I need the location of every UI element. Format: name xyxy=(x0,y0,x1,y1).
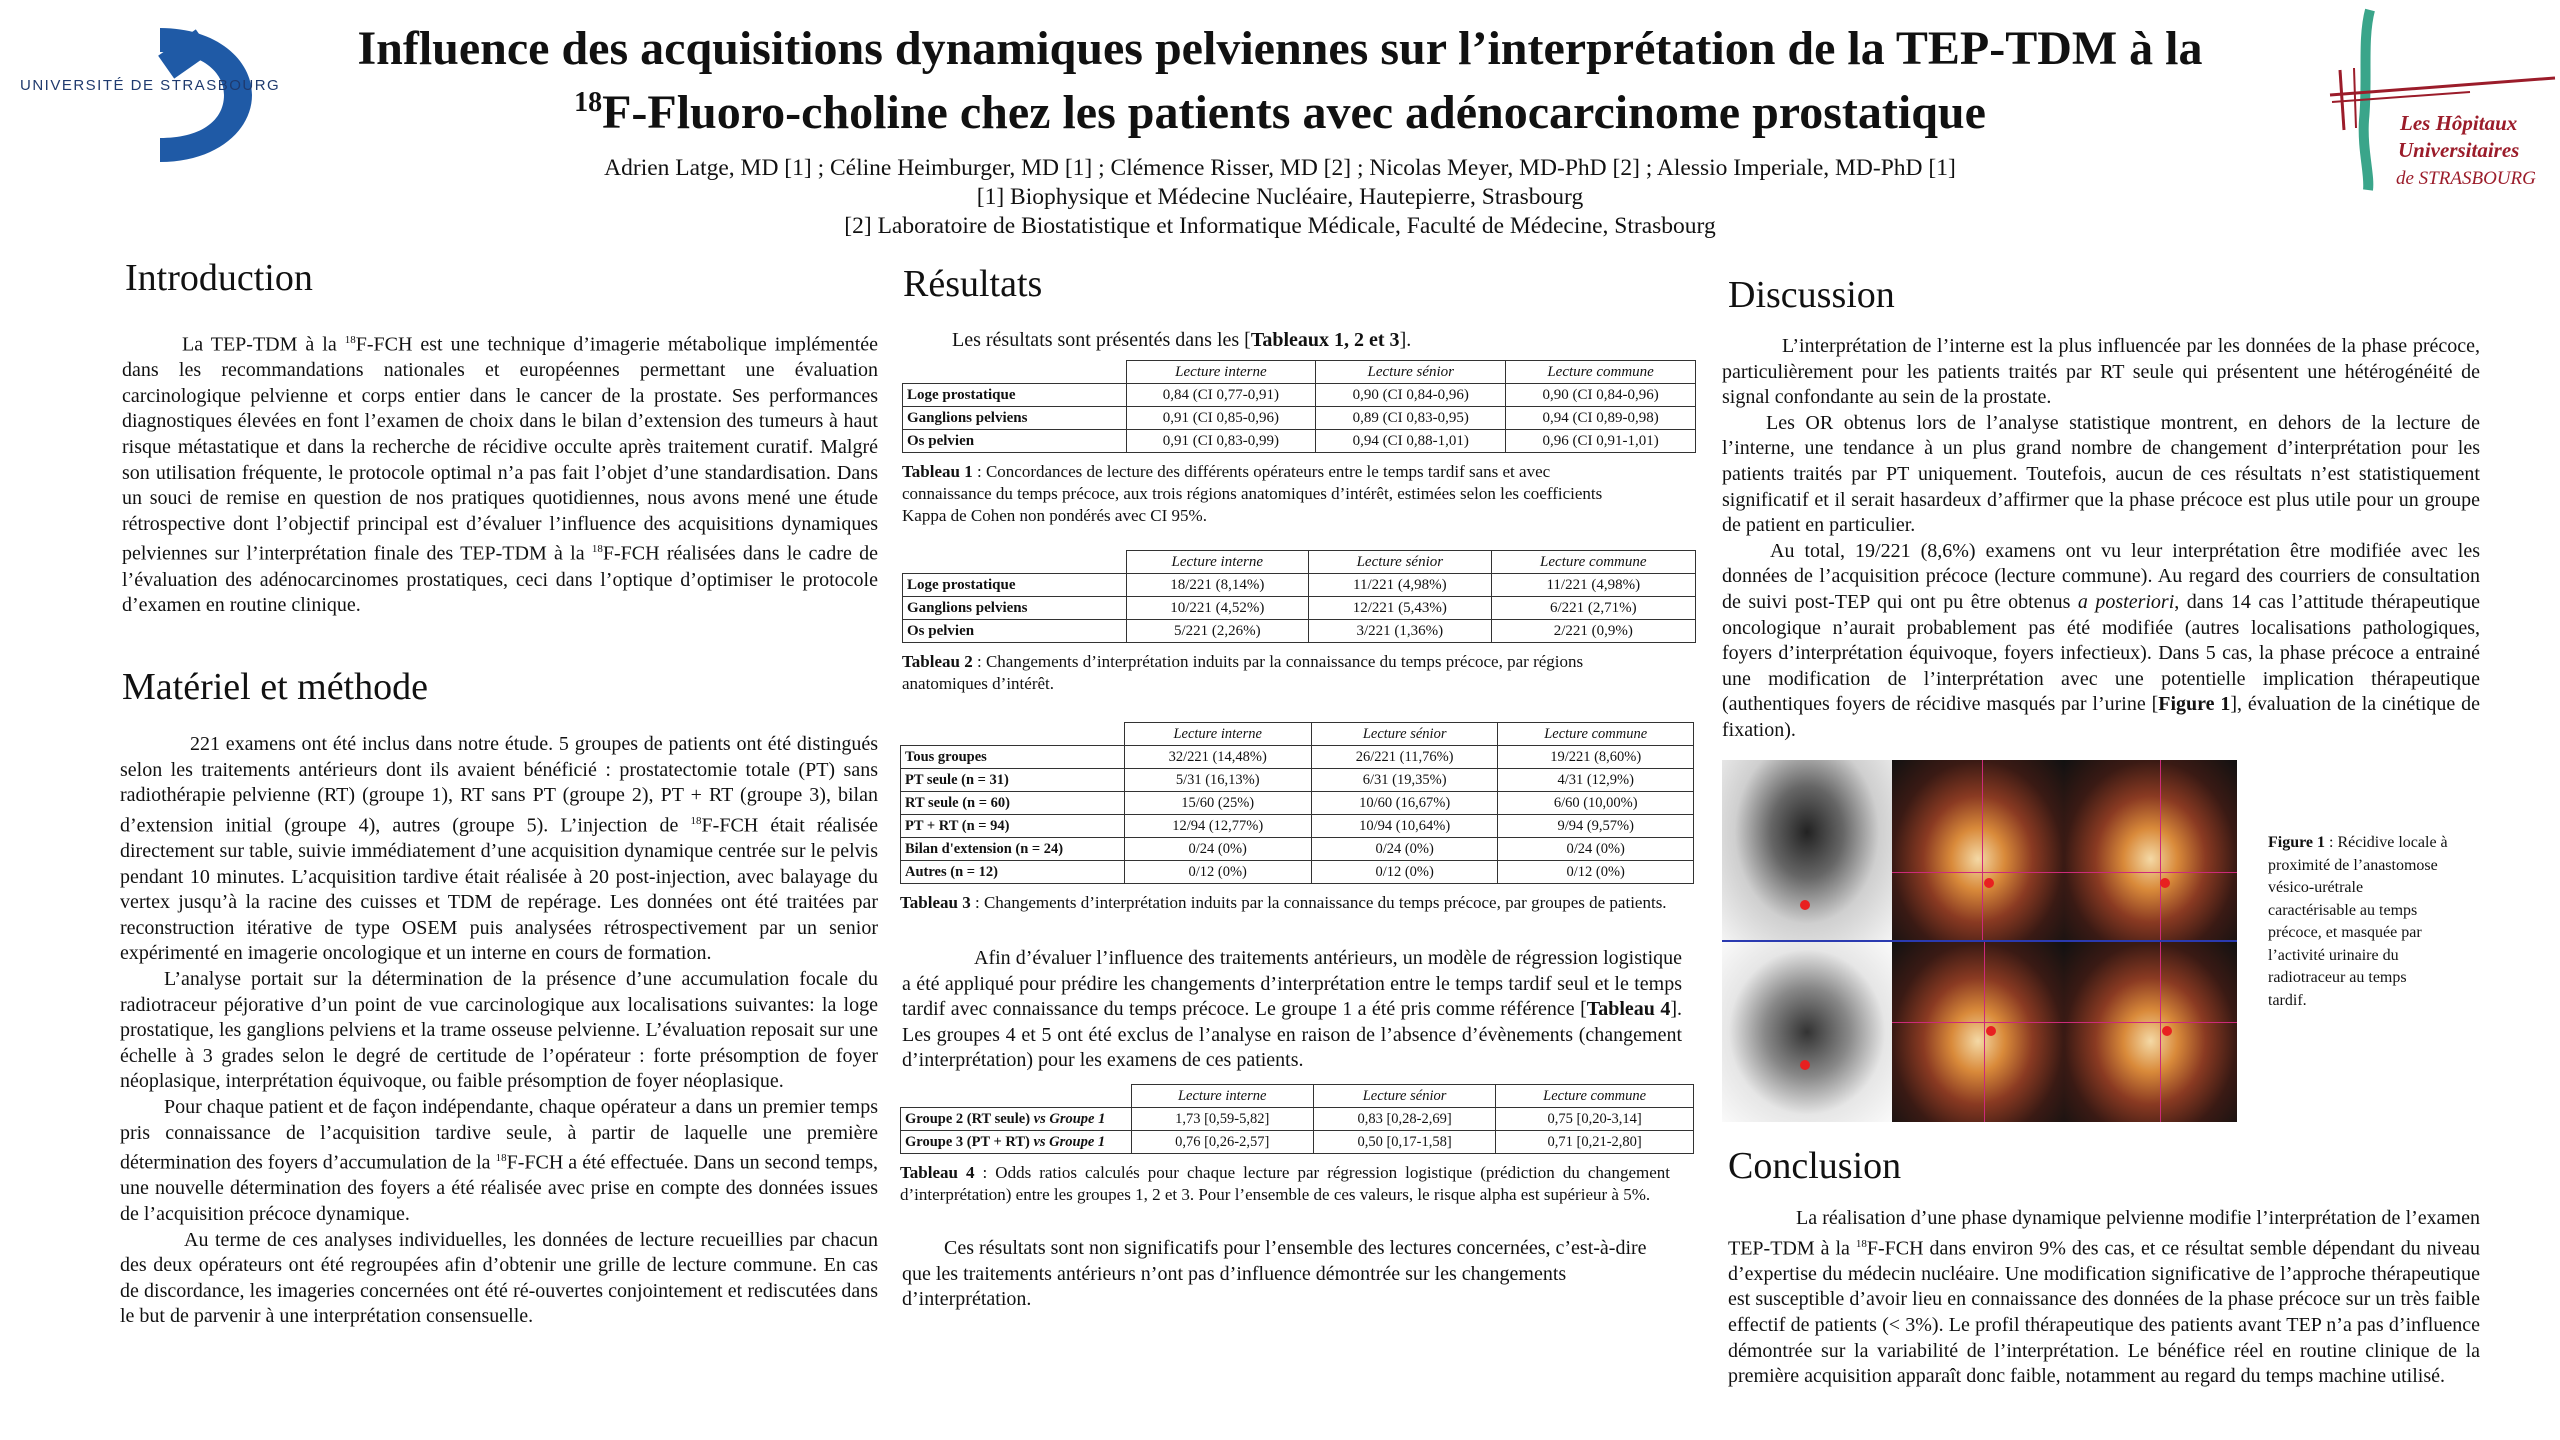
col-header: Lecture commune xyxy=(1491,551,1695,574)
table-row: Groupe 3 (PT + RT) vs Groupe 1 0,76 [0,26-2,57] 0,50 [0,17-1,58] 0,71 [0,21-2,80] xyxy=(901,1131,1694,1154)
table-3-caption: Tableau 3 : Changements d’interprétation induits par la connaissance du temps précoce, par groupes de patients. xyxy=(900,893,1667,912)
col-header: Lecture sénior xyxy=(1311,723,1497,746)
table-row: Bilan d'extension (n = 24) 0/24 (0%) 0/24 (0%) 0/24 (0%) xyxy=(901,838,1694,861)
methods-text: 221 examens ont été inclus dans notre étude. 5 groupes de patients ont été distingués selon les traitements antérieurs dont ils avaient bénéficié : prostatectomie totale (PT) sans radiothérapie pelvienne (RT) (groupe 1), RT sans PT (groupe 2), PT + RT (groupe 3), bilan d’extension initial (groupe 4), autres (groupe 5). L’injection de $^{18}$F-FCH était réalisée directement sur table, suivie immédiatement d’une acquisition dynamique centrée sur le pelvis pendant 10 minutes. L’acquisition tardive était réalisée à 20 post-injection, avec balayage du vertex jusqu’à la racine des cuisses et TDM de repérage. Les données ont été traitées par reconstruction itérative de type OSEM puis analysées rétrospectivement par un senior expérimenté en imagerie oncologique et un interne en cours de formation. L’analyse portait sur la détermination de la présence d’une accumulation focale du radiotraceur péjorative d’un point de vue carcinologique aux localisations suivantes: la loge prostatique, les ganglions pelviens et la trame osseuse pelvienne. L’évaluation reposait sur une échelle à 3 grades selon le degré de certitude de l’opérateur : forte présomption de foyer néoplasique, interprétation équivoque, ou faible présomption de foyer néoplasique. Pour chaque patient et de façon indépendante, chaque opérateur a dans un premier temps pris connaissance de l’acquisition tardive seule, à partir de laquelle une première détermination des foyers d’accumulation de la $^{18}$F-FCH a été effectuée. Dans un second temps, une nouvelle détermination des foyers a été réalisée avec prise en compte des données issues de l’acquisition précoce dynamique. Au terme de ces analyses individuelles, les données de lecture recueillies par chacun des deux opérateurs ont été regroupées afin d’obtenir une grille de lecture commune. En cas de discordance, les imageries concernées ont été ré-ouvertes conjointement et rediscutées dans le but de parvenir à une interprétation consensuelle. xyxy=(120,733,878,1328)
hospital-logo-line2: Universitaires xyxy=(2398,138,2520,162)
authors-block xyxy=(300,154,2260,241)
table-row: PT + RT (n = 94) 12/94 (12,77%) 10/94 (10,64%) 9/94 (9,57%) xyxy=(901,815,1694,838)
col-header: Lecture commune xyxy=(1506,361,1696,384)
poster-title xyxy=(300,22,2260,140)
introduction-text: La TEP-TDM à la $^{18}$F-FCH est une technique d’imagerie métabolique implémentée dans les recommandations nationales et européennes permettant une évaluation carcinologique pelvienne et corps entier dans le cancer de la prostate. Ses performances diagnostiques élevées en font l’examen de choix dans le bilan d’extension des tumeurs à haut risque métastatique et dans la recherche de récidive occulte après traitement curatif. Malgré son utilisation fréquente, le protocole optimal n’a pas fait l’objet d’une standardisation. Dans un souci de remise en question de nos pratiques quotidiennes, nous avons mené une étude rétrospective dont l’objectif principal est d’évaluer l’influence des acquisitions dynamiques pelviennes sur l’interprétation finale des TEP-TDM à la $^{18}$F-FCH réalisées dans le cadre de l’évaluation des adénocarcinomes prostatiques, ceci dans l’optique d’optimiser le protocole d’examen en routine clinique. xyxy=(122,333,878,617)
table-1 xyxy=(902,360,1696,527)
methods-heading: Matériel et méthode xyxy=(122,666,428,708)
table-2 xyxy=(902,550,1696,695)
figure-1-caption: Figure 1 : Récidive locale à proximité de l’anastomose vésico-urétrale caractérisable au temps précoce, et masquée par l’activité urinaire du radiotraceur au temps tardif. xyxy=(2268,834,2448,1009)
authors: Adrien Latge, MD [1] ; Céline Heimburger, MD [1] ; Clémence Risser, MD [2] ; Nicolas Meyer, MD-PhD [2] ; Alessio Imperiale, MD-PhD [1] xyxy=(604,155,1956,181)
hospital-logo-line3: de STRASBOURG xyxy=(2396,168,2536,189)
table-4 xyxy=(900,1084,1694,1206)
university-logo xyxy=(12,20,312,170)
table-row: Loge prostatique 0,84 (CI 0,77-0,91) 0,90 (CI 0,84-0,96) 0,90 (CI 0,84-0,96) xyxy=(903,384,1696,407)
table-row: RT seule (n = 60) 15/60 (25%) 10/60 (16,67%) 6/60 (10,00%) xyxy=(901,792,1694,815)
figure-mip-panel xyxy=(1722,760,1892,940)
table-2-caption: Tableau 2 : Changements d’interprétation induits par la connaissance du temps précoce, par régions anatomiques d’intérêt. xyxy=(902,652,1584,693)
conclusion-text: La réalisation d’une phase dynamique pelvienne modifie l’interprétation de l’examen TEP-TDM à la $^{18}$F-FCH dans environ 9% des cas, et ce résultat semble dépendant du niveau d’expertise du médecin nucléaire. Une modification significative de l’approche thérapeutique est susceptible d’avoir lieu en connaissance des données de la phase précoce sur un très faible effectif de patients (< 3%). Le profil thérapeutique des patients avant TEP n’a pas d’influence démontrée sur la variabilité de l’interprétation. Le bénéfice réel en routine clinique de la première acquisition apparaît donc faible, notamment au regard du temps machine utilisé. xyxy=(1728,1207,2480,1388)
figure-mip-panel xyxy=(1722,942,1892,1122)
figure-pet-panel xyxy=(2064,760,2237,940)
university-logo-text: UNIVERSITÉ DE STRASBOURG xyxy=(20,77,281,94)
discussion-text: L’interprétation de l’interne est la plus influencée par les données de la phase précoce, particulièrement pour les patients traités par RT seule qui présentent une hétérogénéité de signal confondante au sein de la prostate. Les OR obtenus lors de l’analyse statistique montrent, en dehors de la lecture de l’interne, une tendance à un plus grand nombre de changement d’interprétation pour les patients traités par PT uniquement. Toutefois, aucun de ces résultats n’est statistiquement significatif et il serait hasardeux d’affirmer que la phase précoce est plus utile pour un groupe de patient en particulier. Au total, 19/221 (8,6%) examens ont vu leur interprétation être modifiée avec les données de l’acquisition précoce (lecture commune). Au regard des courriers de consultation de suivi post-TEP qui ont pu être obtenus a posteriori, dans 14 cas l’attitude thérapeutique oncologique n’aurait probablement pas été modifiée (autres localisations pathologiques, foyers d’interprétation équivoque, foyers infectieux). Dans 5 cas, la phase précoce a entrainé une modification de l’interprétation avec une potentielle implication thérapeutique (authentiques foyers de récidive masqués par l’urine [Figure 1], évaluation de la cinétique de fixation). xyxy=(1722,335,2481,741)
table-row: Os pelvien 0,91 (CI 0,83-0,99) 0,94 (CI 0,88-1,01) 0,96 (CI 0,91-1,01) xyxy=(903,430,1696,453)
figure-pet-panel xyxy=(2064,942,2237,1122)
table-row: Ganglions pelviens 10/221 (4,52%) 12/221 (5,43%) 6/221 (2,71%) xyxy=(903,597,1696,620)
affiliation-1: [1] Biophysique et Médecine Nucléaire, Hautepierre, Strasbourg xyxy=(976,184,1584,210)
table-row: PT seule (n = 31) 5/31 (16,13%) 6/31 (19,35%) 4/31 (12,9%) xyxy=(901,769,1694,792)
figure-petct-panel xyxy=(1892,942,2064,1122)
conclusion-heading: Conclusion xyxy=(1728,1145,1902,1187)
hospital-logo xyxy=(2310,0,2560,200)
table-4-caption: Tableau 4 : Odds ratios calculés pour chaque lecture par régression logistique (prédiction du changement d’interprétation) entre les groupes 1, 2 et 3. Pour l’ensemble de ces valeurs, le risque alpha est supérieur à 5%. xyxy=(900,1163,1670,1204)
table-2-grid xyxy=(902,550,1696,643)
table-row: Loge prostatique 18/221 (8,14%) 11/221 (4,98%) 11/221 (4,98%) xyxy=(903,574,1696,597)
col-header: Lecture commune xyxy=(1496,1085,1694,1108)
affiliation-2: [2] Laboratoire de Biostatistique et Informatique Médicale, Faculté de Médecine, Strasbourg xyxy=(844,213,1716,239)
col-header: Lecture interne xyxy=(1126,551,1309,574)
hospital-logo-line1: Les Hôpitaux xyxy=(2400,111,2518,135)
figure-petct-panel xyxy=(1892,760,2064,940)
table-3-grid xyxy=(900,722,1694,884)
title-line-2: $^{18}$F-Fluoro-choline chez les patients avec adénocarcinome prostatique xyxy=(574,86,1986,139)
table-4-grid xyxy=(900,1084,1694,1154)
results-intro: Les résultats sont présentés dans les [Tableaux 1, 2 et 3]. xyxy=(952,329,1412,351)
table-3 xyxy=(900,722,1694,914)
introduction-heading: Introduction xyxy=(125,257,313,299)
col-header: Lecture interne xyxy=(1124,723,1311,746)
table-row: Os pelvien 5/221 (2,26%) 3/221 (1,36%) 2/221 (0,9%) xyxy=(903,620,1696,643)
results-logistic-text: Afin d’évaluer l’influence des traitements antérieurs, un modèle de régression logistique a été appliqué pour prédire les changements d’interprétation entre le temps tardif seul et le temps tardif avec connaissance du temps précoce. Le groupe 1 a été pris comme référence [Tableau 4]. Les groupes 4 et 5 ont été exclus de l’analyse en raison de l’absence d’évènements (changement d’interprétation) pour les examens de ces patients. xyxy=(902,947,1682,1072)
table-row: Ganglions pelviens 0,91 (CI 0,85-0,96) 0,89 (CI 0,83-0,95) 0,94 (CI 0,89-0,98) xyxy=(903,407,1696,430)
col-header: Lecture interne xyxy=(1126,361,1316,384)
title-line-1: Influence des acquisitions dynamiques pelviennes sur l’interprétation de la TEP-TDM à la xyxy=(357,22,2203,75)
table-row: Groupe 2 (RT seule) vs Groupe 1 1,73 [0,59-5,82] 0,83 [0,28-2,69] 0,75 [0,20-3,14] xyxy=(901,1108,1694,1131)
results-heading: Résultats xyxy=(903,263,1043,305)
table-1-grid xyxy=(902,360,1696,453)
table-row: Tous groupes 32/221 (14,48%) 26/221 (11,76%) 19/221 (8,60%) xyxy=(901,746,1694,769)
col-header: Lecture interne xyxy=(1131,1085,1313,1108)
col-header: Lecture sénior xyxy=(1309,551,1492,574)
figure-1 xyxy=(1722,760,2237,1122)
table-1-caption: Tableau 1 : Concordances de lecture des différents opérateurs entre le temps tardif sans et avec connaissance du temps précoce, aux trois régions anatomiques d’intérêt, estimées selon les coefficients Kappa de Cohen non pondérés avec CI 95%. xyxy=(902,462,1603,525)
col-header: Lecture sénior xyxy=(1313,1085,1495,1108)
table-row: Autres (n = 12) 0/12 (0%) 0/12 (0%) 0/12 (0%) xyxy=(901,861,1694,884)
results-closing-text: Ces résultats sont non significatifs pour l’ensemble des lectures concernées, c’est-à-dire que les traitements antérieurs n’ont pas d’influence démontrée sur les changements d’interprétation. xyxy=(902,1237,1647,1311)
discussion-heading: Discussion xyxy=(1728,274,1895,316)
col-header: Lecture sénior xyxy=(1316,361,1506,384)
col-header: Lecture commune xyxy=(1498,723,1694,746)
